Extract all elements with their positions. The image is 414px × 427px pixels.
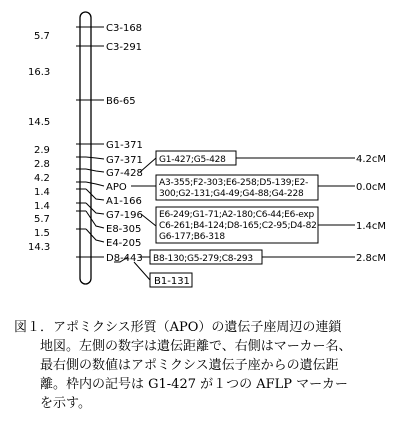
- cm-labels: [356, 154, 386, 264]
- marker-label: E8-305: [106, 224, 142, 235]
- distance-label: 14.3: [28, 242, 51, 253]
- marker-label: G7-428: [106, 168, 143, 179]
- marker-label: C3-168: [106, 23, 143, 34]
- box-line: A3-355;F2-303;E6-258;D5-139;E2-: [159, 178, 309, 188]
- cm-label: 1.4cM: [356, 221, 387, 232]
- marker-label: G7-196: [106, 210, 143, 221]
- figure-caption: [14, 318, 406, 413]
- box-line: G6-177;B6-318: [159, 232, 225, 242]
- box-line: G1-427;G5-428: [159, 155, 226, 165]
- marker-label: A1-166: [106, 196, 142, 207]
- marker-label: B6-65: [106, 96, 136, 107]
- distance-label: 2.8: [34, 159, 50, 170]
- caption-line: 地図。左側の数字は遺伝距離で、右側はマーカー名、: [14, 339, 352, 354]
- distance-label: 14.5: [28, 117, 51, 128]
- caption-line: 離。枠内の記号は G1-427 が１つの AFLP マーカー: [14, 377, 348, 392]
- distance-labels: [28, 31, 50, 253]
- leader: [134, 262, 150, 280]
- marker-label: D8-443: [106, 253, 143, 264]
- cm-label: 4.2cM: [356, 154, 387, 165]
- distance-label: 5.7: [34, 214, 50, 225]
- marker-label: G1-371: [106, 140, 143, 151]
- cm-label: 0.0cM: [356, 182, 387, 193]
- marker-label: APO: [106, 182, 127, 193]
- distance-label: 1.5: [34, 228, 50, 239]
- marker-label: C3-291: [106, 42, 143, 53]
- box-line: B8-130;G5-279;C8-293: [153, 254, 253, 264]
- cm-label: 2.8cM: [356, 253, 387, 264]
- marker-label: G7-371: [106, 155, 143, 166]
- box-line: E6-249;G1-71;A2-180;C6-44;E6-exp: [159, 210, 315, 220]
- distance-label: 5.7: [34, 31, 50, 42]
- distance-label: 1.4: [34, 201, 50, 212]
- marker-labels: [106, 23, 143, 264]
- distance-label: 4.2: [34, 173, 50, 184]
- leader: [141, 214, 156, 226]
- distance-label: 1.4: [34, 187, 50, 198]
- box-line: B1-131: [154, 276, 190, 287]
- distance-label: 16.3: [28, 67, 51, 78]
- chromosome-bar: [80, 12, 91, 284]
- marker-label: E4-205: [106, 238, 142, 249]
- caption-line: を示す。: [14, 396, 91, 411]
- box-line: C6-261;B4-124;D8-165;C2-95;D4-82: [159, 221, 317, 231]
- box-line: 300;G2-131;G4-49;G4-88;G4-228: [159, 189, 304, 199]
- caption-line: 図１．アポミクシス形質（APO）の遺伝子座周辺の連鎖: [14, 320, 342, 335]
- caption-line: 最右側の数値はアポミクシス遺伝子座からの遺伝距: [14, 358, 339, 373]
- distance-label: 2.9: [34, 145, 50, 156]
